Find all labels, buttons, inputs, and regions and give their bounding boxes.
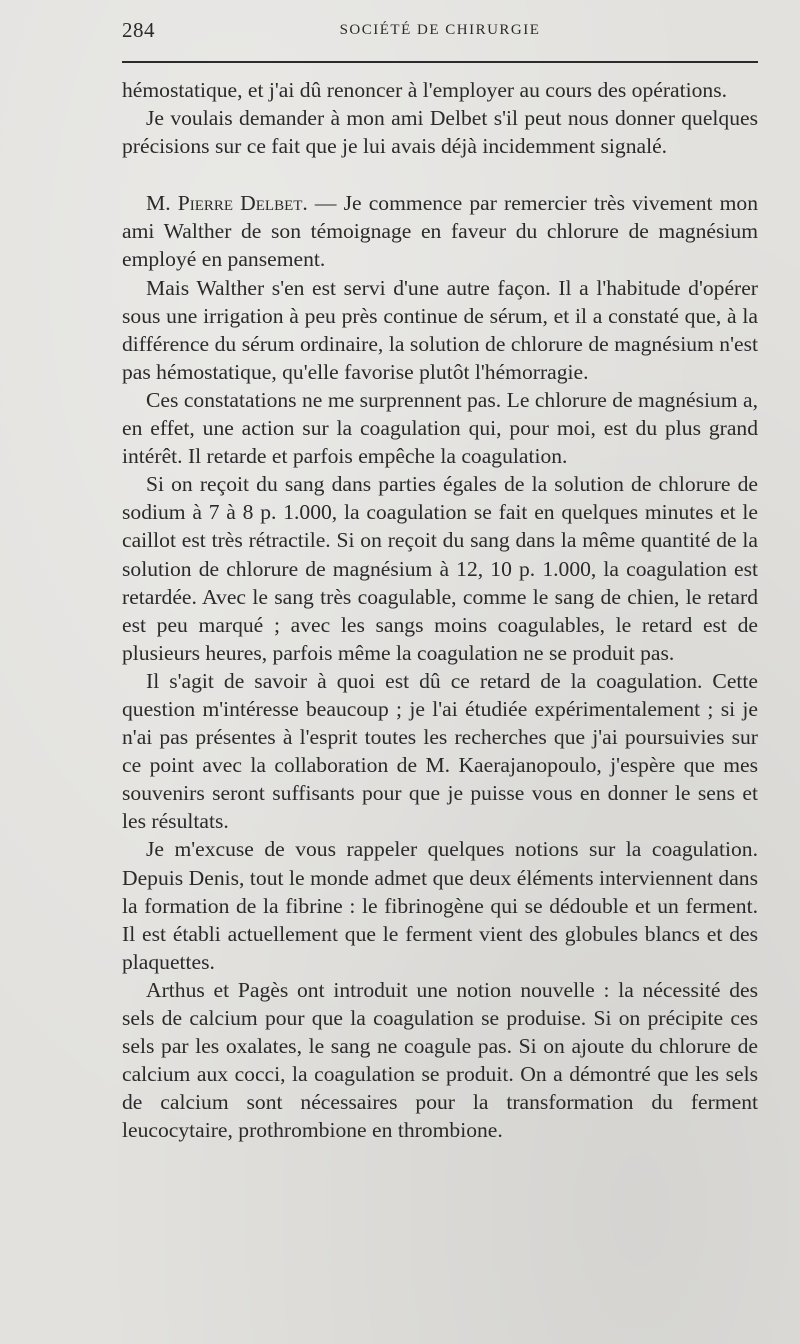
paragraph-1: hémostatique, et j'ai dû renoncer à l'employer au cours des opérations.: [122, 78, 728, 102]
paragraph-5: Ces constatations ne me surprennent pas. Le chlorure de magnésium a, en effet, une action sur la coagulation qui, pour moi, est du plus grand intérêt. Il retarde et parfois empêche la coagulation.: [122, 387, 758, 469]
header-rule: [122, 61, 758, 63]
paragraph-4: Mais Walther s'en est servi d'une autre façon. Il a l'habitude d'opérer sous une irrigation à peu près continue de sérum, et il a constaté que, à la différence du sérum ordinaire, la solution de chlorure de magnésium n'est pas hémostatique, qu'elle favorise plutôt l'hémorragie.: [122, 275, 758, 384]
paragraph-2: Je voulais demander à mon ami Delbet s'il peut nous donner quelques précisions sur ce fait que je lui avais déjà incidemment signalé.: [122, 106, 758, 159]
paragraph-9: Arthus et Pagès ont introduit une notion nouvelle : la nécessité des sels de calcium pour que la coagulation se produise. Si on précipite ces sels par les oxalates, le sang ne coagule pas. Si on ajoute du chlorure de calcium aux cocci, la coagulation se produit. On a démontré que les sels de calcium sont nécessaires pour la transformation du ferment leucocytaire, prothrombione en thrombione.: [122, 977, 758, 1143]
paragraph-3-text: — Je commence par remercier très vivement mon ami Walther de son témoignage en faveur du chlorure de magnésium employé en pansement.: [122, 191, 758, 272]
paragraph-8: Je m'excuse de vous rappeler quelques notions sur la coagulation. Depuis Denis, tout le monde admet que deux éléments interviennent dans la formation de la fibrine : le fibrinogène qui se dédouble et un ferment. Il est établi actuellement que le ferment vient des globules blancs et des plaquettes.: [122, 837, 758, 974]
page-number: 284: [122, 18, 155, 42]
paragraph-3: [122, 189, 758, 273]
paragraph-6: Si on reçoit du sang dans parties égales de la solution de chlorure de sodium à 7 à 8 p. 1.000, la coagulation se fait en quelques minutes et le caillot est très rétractile. Si on reçoit du sang dans la même quantité de la solution de chlorure de magnésium à 12, 10 p. 1.000, la coagulation est retardée. Avec le sang très coagulable, comme le sang de chien, le retard est peu marqué ; avec les sangs moins coagulables, le retard est de plusieurs heures, parfois même la coagulation ne se produit pas.: [122, 472, 758, 665]
body-text: [122, 76, 758, 1144]
paragraph-7: Il s'agit de savoir à quoi est dû ce retard de la coagulation. Cette question m'intéresse beaucoup ; je l'ai étudiée expérimentalement ; si je n'ai pas présentes à l'esprit toutes les recherches que j'ai poursuivies sur ce point avec la collaboration de M. Kaerajanopoulo, j'espère que mes souvenirs seront suffisants pour que je puisse vous en donner le sens et les résultats.: [122, 668, 758, 834]
speaker-name: M. Pierre Delbet.: [146, 191, 308, 216]
running-title: SOCIÉTÉ DE CHIRURGIE: [339, 22, 541, 38]
running-head: [122, 18, 758, 46]
